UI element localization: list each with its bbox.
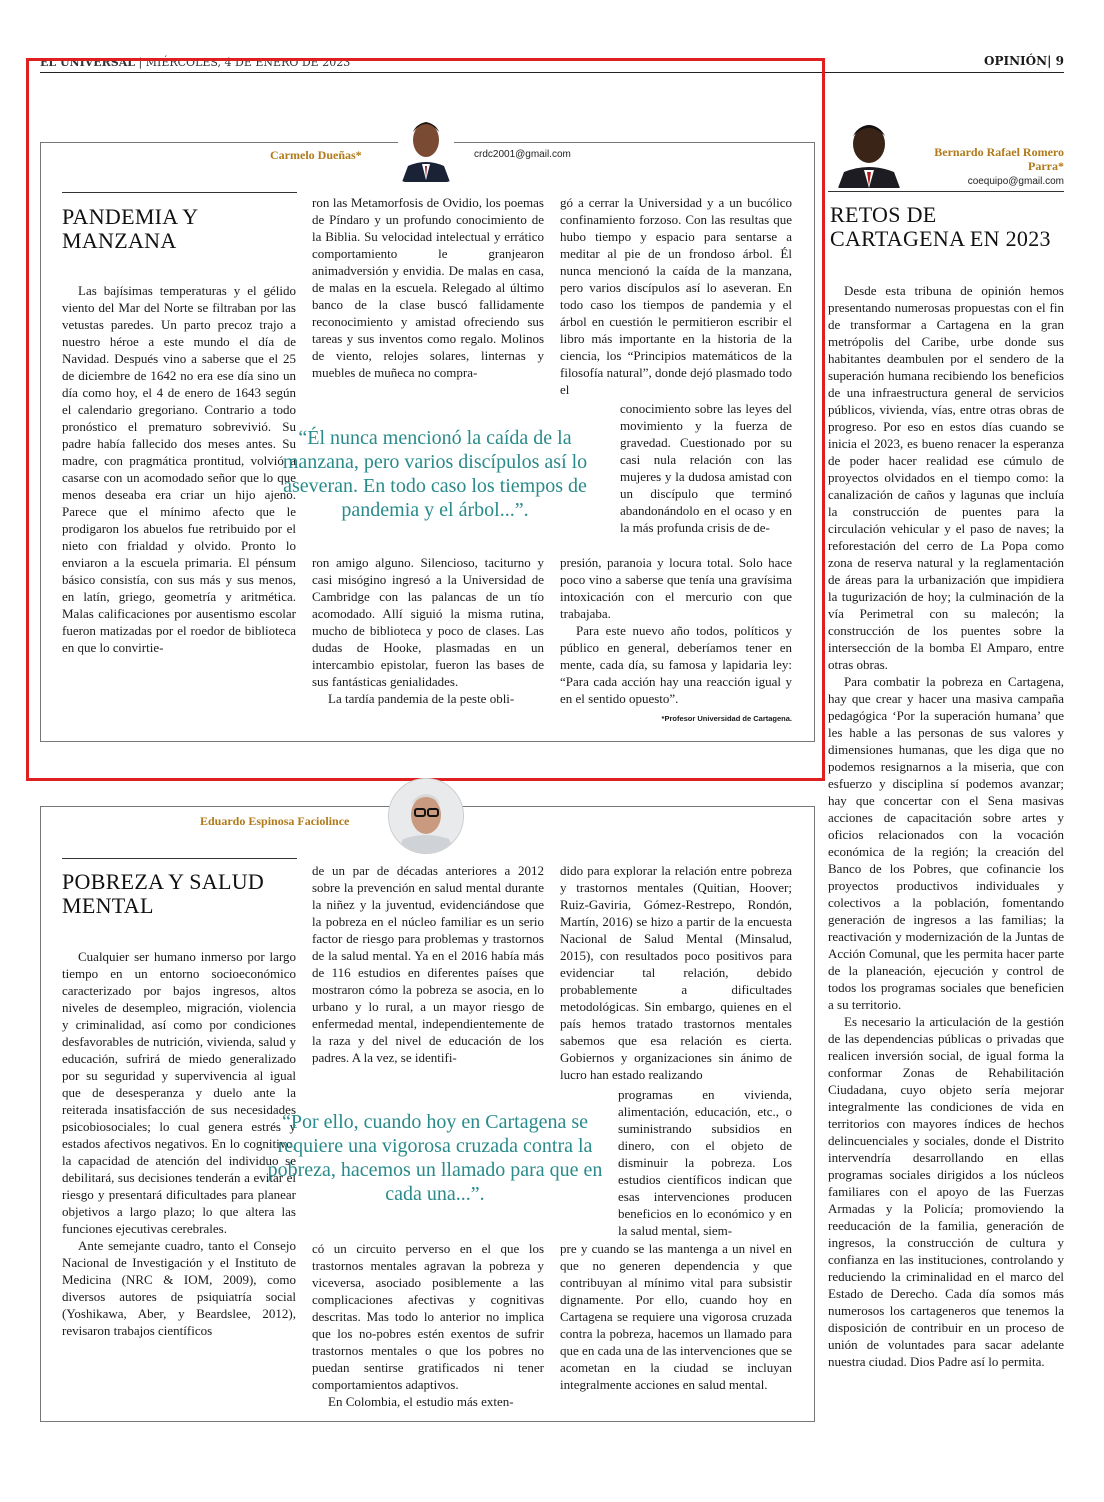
article-column-2-top [312, 862, 544, 1084]
author-name: Eduardo Espinosa Faciolince [200, 814, 350, 828]
author-photo [834, 112, 904, 188]
paragraph: Para combatir la pobreza en Cartagena, hay que crear y hacer una masiva campaña pedagógica ‘Por la superación humana’ que les hable a las personas de sus valores y dimensiones humanas, que les diga que no podemos resignarnos a la miseria, que con esfuerzo y disciplina sí podemos avanzar; hay que concertar con el Sena masivas acciones de capacitación sobre artes y oficios relacionados con la vocación económica de la región; la creación del Banco de los Pobres, que cofinancie los proyectos productivos individuales y colectivos a la población, fomentando generación de ingresos a las familias; la reactivación y modernización de la Juntas de Acción Comunal, que les permita hacer parte de la planeación, ejecución y control de todos los programas sociales que beneficien a su territorio. [828, 674, 1064, 1012]
paragraph: Desde esta tribuna de opinión hemos presentando numerosas propuestas con el fin de transformar a Cartagena en la gran metrópolis del Caribe, urbe donde sus habitantes deambulen por el sendero de la superación humana recibiendo los beneficios de una infraestructura general de servicios públicos, vivienda, vías, entre otras obras de progreso. Por eso en estos días cuando se inicia el 2023, es bueno renacer la esperanza de poder hacer realidad ese cúmulo de proyectos olvidados en el tiempo como: la canalización de caños y lagunas que incluía la construcción de puentes para la circulación vehicular y el paso de naves; la reforestación del cerro de La Popa como zona de reserva natural y la reglamentación de áreas para la urbanización que impidiera la tugurización de hoy; la culminación de la vía Perimetral con su malecón; la construcción de los puentes sobre la intersección de la bomba El Amparo, entre otras obras. [828, 283, 1064, 672]
pull-quote: “Él nunca mencionó la caída de la manzana, pero varios discípulos así lo aseveran. En todo caso los tiempos de pandemia y el árbol...”. [282, 427, 588, 521]
article-column-right [828, 282, 1064, 1428]
paragraph: conocimiento sobre las leyes del movimiento y la fuerza de gravedad. Cuestionado por su casi nula relación con las mujeres y la dudosa amistad con un discípulo que terminó abandonándolo en el ocaso y en la más profunda crisis de de- [620, 401, 792, 535]
headline: POBREZA Y SALUD MENTAL [62, 869, 265, 918]
page-number: 9 [1055, 54, 1064, 68]
headline: RETOS DE CARTAGENA EN 2023 [830, 202, 1051, 251]
paragraph: dido para explorar la relación entre pobreza y trastornos mentales (Quitian, Hoover; Ruiz-Gaviria, Gómez-Restrepo, Rondón, Martín, 2016) se hizo a partir de la encuesta Nacional de Salud Mental (Minsalud, 2015), con resultados poco positivos para evidenciar tal relación, debido probablemente a dificultades metodológicas. Sin embargo, quienes en el país hemos tratado trastornos mentales sabemos que esa relación es cierta. Gobiernos y organizaciones sin ánimo de lucro han estado realizando [560, 863, 792, 1082]
paragraph: La tardía pandemia de la peste obli- [328, 691, 515, 706]
author-name: Bernardo Rafael Romero Parra* [934, 145, 1064, 173]
paragraph: ron amigo alguno. Silencioso, taciturno y casi misógino ingresó a la Universidad de Cambridge con las palancas de un tío acomodado. Allí siguió la misma rutina, mucho de biblioteca y poco de clases. Las dudas de Hooke, plasmadas en un intercambio epistolar, fueron las bases de sus fantásticas genialidades. [312, 555, 544, 689]
author-email: coequipo@gmail.com [967, 176, 1064, 187]
author-affiliation: *Profesor Universidad de Cartagena. [661, 714, 792, 723]
paragraph: programas en vivienda, alimentación, educación, etc., o suministrando subsidios en dinero, con el objeto de disminuir la pobreza. Los estudios científicos indican que esas intervenciones producen beneficios en lo económico y en la salud mental, siem- [618, 1087, 792, 1238]
article-column-3-mid [618, 1086, 792, 1240]
paragraph: Para este nuevo año todos, políticos y público en general, deberíamos tener en mente, cada día, su famosa y lapidaria ley: “Para cada acción hay una reacción igual y en el sentido opuesto”. [560, 623, 792, 706]
author-name: Carmelo Dueñas* [270, 148, 362, 162]
article-column-2-bottom [312, 1240, 544, 1410]
pull-quote: “Por ello, cuando hoy en Cartagena se requiere una vigorosa cruzada contra la pobreza, hacemos un llamado para que en cada una...”. [267, 1111, 603, 1205]
paragraph: Ante semejante cuadro, tanto el Consejo Nacional de Investigación y el Instituto de Medicina (NRC & IOM, 2009), como diversos autores de psiquiatría social (Yoshikawa, Aber, y Beardslee, 2012), revisaron trabajos científicos [62, 1238, 296, 1338]
headline-rule [62, 858, 297, 859]
paragraph: Las bajísimas temperaturas y el gélido viento del Mar del Norte se filtraban por las vetustas paredes. Un parto precoz trajo a nuestro héroe a este mundo el día de Navidad. Después vino a saberse que el 25 de diciembre de 1642 no era ese día sino un día como hoy, el 4 de enero de 1643 según el calendario gregoriano. Contrario a todo pronóstico el prematuro sobrevivió. Su padre había fallecido dos meses antes. Su madre, con pragmática prontitud, volvió a casarse con un acomodado señor que lo que menos deseaba era criar un hijo ajeno. Parece que el mínimo afecto que le prodigaron los abuelos fue retribuido por el nieto con frialdad y olvido. Pronto lo enviaron a la escuela primaria. El pénsum básico consistía, con sus más y sus menos, en latín, griego, geometría y aritmética. Malas calificaciones por ausentismo escolar fueron matizadas por el roedor de biblioteca en que lo convirtie- [62, 283, 296, 655]
paragraph: ron las Metamorfosis de Ovidio, los poemas de Píndaro y un profundo conocimiento de la Biblia. Su velocidad intelectual y errático comportamiento le granjearon animadversión y envidia. De malas en casa, de malas en la escuela. Relegado al último banco de la clase buscó fallidamente reconocimiento y amistad ofreciendo sus tareas y sus inventos como regalo. Molinos de viento, relojes solares, linternas y muebles de muñeca no compra- [312, 195, 544, 380]
newspaper-name: EL UNIVERSAL [40, 56, 136, 69]
article-column-3-top [560, 862, 792, 1084]
paragraph: presión, paranoia y locura total. Solo hace poco vino a saberse que tenía una gravísima intoxicación con el mercurio con que trabajaba. [560, 555, 792, 621]
section-name: OPINIÓN| [983, 54, 1052, 68]
paragraph: Es necesario la articulación de la gestión de las dependencias públicas o privadas que realicen inversión social, de igual forma la conformar Zonas de Rehabilitación Ciudadana, cuyo objeto sería mejorar integralmente las condiciones de vida en territorios con mayores índices de hechos delincuenciales y sociales, donde el Distrito intervendría desarrollando en ellas programas sociales dirigidos a los núcleos familiares con el apoyo de las Fuerzas Armadas y la Policía; promoviendo la reeducación de la familia, generación de ingresos, la construcción de cultura y confianza en las instituciones, controlando y reduciendo la criminalidad en el marco del Estado de Derecho. Cada día somos más numerosos los cartageneros que tenemos la disposición de contribuir en un proceso de unión de voluntades para sacar adelante nuestra ciudad. Dios Padre así lo permita. [828, 1014, 1064, 1369]
paragraph: En Colombia, el estudio más exten- [328, 1394, 514, 1409]
paragraph: gó a cerrar la Universidad y a un bucólico confinamiento forzoso. Con las resultas que hubo tiempo y espacio para sentarse a meditar al pie de un frondoso árbol. Él nunca mencionó la caída de la manzana, pero varios discípulos así lo aseveran. En todo caso los tiempos de pandemia y el árbol en cuestión le permitieron escribir el libro más importante en la historia de la ciencia, los “Principios matemáticos de la filosofía natural”, donde dejó plasmado todo el [560, 195, 792, 397]
author-email: crdc2001@gmail.com [474, 149, 571, 160]
section-label [984, 54, 1064, 68]
author-photo [388, 778, 464, 854]
paragraph: pre y cuando se las mantenga a un nivel en que no generen dependencia y que contribuyan al mínimo vital para subsistir dignamente. Por ello, cuando hoy en Cartagena se requiere una vigorosa cruzada contra la pobreza, hacemos un llamado para que en cada una de las intervenciones que se acometan en la ciudad se incluyan integralmente acciones en salud mental. [560, 1241, 792, 1392]
issue-date: | MIÉRCOLES, 4 DE ENERO DE 2023 [138, 56, 351, 69]
paragraph: de un par de décadas anteriores a 2012 sobre la prevención en salud mental durante la niñez y la juventud, evidenciándose que la pobreza en el núcleo familiar es un serio factor de riesgo para problemas y trastornos de la salud mental. Ya en el 2016 había más de 116 estudios en diferentes países que mostraron cómo la pobreza se asocia, en lo urbano y lo rural, a un mayor riesgo de enfermedad mental, independientemente de la raza y del nivel de educación de los padres. A la vez, se identifi- [312, 863, 544, 1065]
headline-rule [828, 191, 1064, 192]
article-column-3-bottom [560, 1240, 792, 1410]
selection-highlight [26, 58, 825, 781]
paragraph: có un circuito perverso en el que los trastornos mentales agravan la pobreza y viceversa, asociado posiblemente a las complicaciones afectivas y cognitivas descritas. Mas todo lo anterior no implica que los no-pobres estén exentos de sufrir trastornos mentales o que los pobres no puedan sentirse gratificados ni tener comportamientos adaptivos. [312, 1241, 544, 1392]
headline: PANDEMIA Y MANZANA [62, 204, 198, 253]
paragraph: Cualquier ser humano inmerso por largo tiempo en un entorno socioeconómico caracterizado por bajos ingresos, altos niveles de desempleo, migración, violencia y criminalidad, así como por condiciones desfavorables de nutrición, vivienda, salud y educación, sufrirá de miedo generalizado por su seguridad y supervivencia al igual que de desesperanza y duelo ante la reiterada insatisfacción de sus necesidades psicobiosociales; lo cual genera estrés y estados afectivos negativos. En lo cognitivo, la capacidad de atención del individuo se debilitará, sus decisiones tenderán a evitar el riesgo y presentará dificultades para planear objetivos a largo plazo; lo que altera las funciones ejecutivas cerebrales. [62, 949, 296, 1236]
